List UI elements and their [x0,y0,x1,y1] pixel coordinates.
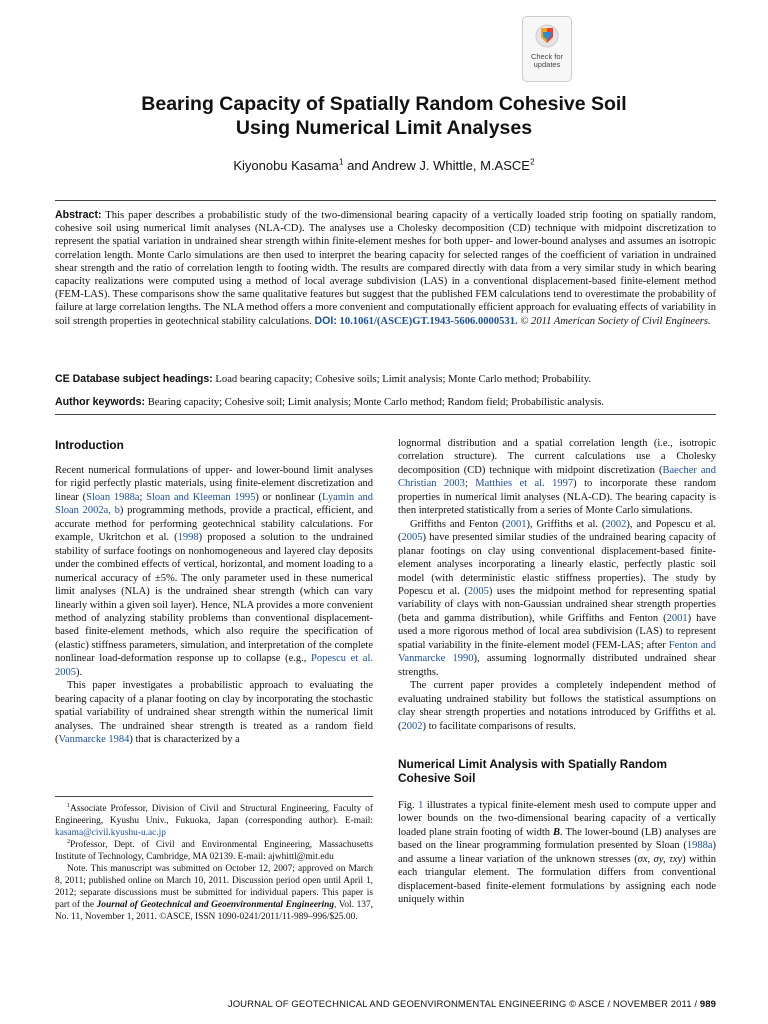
citation-link[interactable]: 2001 [666,612,688,624]
right-paragraph-1: lognormal distribution and a spatial correlation length (i.e., isotropic correlation structure). The current calculations use a Cholesky decomposition (CD) technique with midpoint discretization (Baecher and Christian 2003; Matthies et al. 1997) to incorporate these random properties in numerical limit analyses (NLA-CD). The bearing capacity is then interpreted statistically from a series of Monte Carlo simulations. [398,438,717,517]
footnotes [55,803,373,923]
footnote-1: $^1$Associate Professor, Division of Civil and Structural Engineering, Faculty of Engineering, Kyushu Univ., Fukuoka, Japan (corresponding author). E-mail: kasama@civil.kyushu-u.ac.jp [55,802,373,838]
author-1: Kiyonobu Kasama [233,158,339,173]
right-paragraph-4: Fig. 1 illustrates a typical finite-element mesh used to compute upper and lower bounds on the two-dimensional bearing capacity of a vertically loaded plane strain footing of width B. The lower-bound (LB) analyses are based on the linear programming formulation presented by Sloan (1988a) and assume a linear variation of the unknown stresses (σx, σy, τxy) within each triangular element. The formulation differs from conventional displacement-based finite-element formulations by assigning each node uniquely within [398,799,716,906]
email-link[interactable]: kasama@civil.kyushu-u.ac.jp [55,828,166,838]
abstract-label: Abstract: [55,209,102,221]
citation-link[interactable]: Vanmarcke 1984 [58,734,130,746]
keywords-label: Author keywords: [55,396,146,408]
citation-link[interactable]: Matthies et al. 1997 [475,478,574,490]
citation-link[interactable]: 2001 [505,518,527,530]
citation-link[interactable]: 1998 [177,532,199,544]
figure-link[interactable]: 1 [418,799,424,811]
badge-line-1: Check for [530,52,564,61]
crossmark-icon [534,23,560,51]
footer-journal: JOURNAL OF GEOTECHNICAL AND GEOENVIRONMENTAL ENGINEERING © ASCE / NOVEMBER 2011 / [227,999,700,1010]
heading-numerical-limit-analysis: Numerical Limit Analysis with Spatially Random Cohesive Soil [398,756,667,785]
badge-line-2: updates [533,60,561,69]
authors [40,158,728,173]
left-column [55,438,373,747]
abstract-text: This paper describes a probabilistic study of the two-dimensional bearing capacity of a vertically loaded strip footing on spatially random, cohesive soil using numerical limit analyses (NLA-CD). The analyses use a Cholesky decomposition (CD) technique with midpoint discretization to represent the spatial variation in undrained shear strength within finite-element meshes for both upper- and lower-bound analyses and assumes an isotropic correlation length. Monte Carlo simulations are then used to interpret the bearing capacity for selected ranges of the coefficient of variation in undrained shear strength and the ratio of correlation length to footing width. The results are compared directly with data from a very similar study in which bearing capacity realizations were computed using a method of local average subdivision (LAS) in a conventional displacement-based finite-element method (FEM-LAS). These comparisons show the same qualitative features but suggest that the published FEM calculations tend to overestimate the probability of failure at large correlation lengths. The NLA method offers a more convenient and computationally efficient approach for evaluating effects of variability in soil strength properties in geotechnical stability calculations. [55,210,716,327]
page-number: 989 [699,999,716,1010]
citation-link[interactable]: Sloan 1988a [86,491,140,503]
check-for-updates-badge[interactable] [522,16,572,82]
title-line-2: Using Numerical Limit Analyses [235,117,533,139]
author-2: and Andrew J. Whittle, M.ASCE [343,158,530,173]
ce-headings-text: Load bearing capacity; Cohesive soils; Limit analysis; Monte Carlo method; Probability. [212,374,592,385]
author-1-affil: 1 [338,156,344,167]
author-keywords [55,396,716,409]
citation-link[interactable]: Lyamin and Sloan 2002a, b [55,491,374,517]
heading-introduction: Introduction [55,438,124,452]
doi-link[interactable]: 10.1061/(ASCE)GT.1943-5606.0000531. [339,315,518,327]
citation-link[interactable]: Fenton and Vanmarcke 1990 [398,639,716,665]
keywords-text: Bearing capacity; Cohesive soil; Limit analysis; Monte Carlo method; Random field; Probabilistic analysis. [145,397,605,408]
copyright: © 2011 American Society of Civil Engineers. [520,315,711,327]
paper-title [40,92,728,140]
right-paragraph-2: Griffiths and Fenton (2001), Griffiths et al. (2002), and Popescu et al. (2005) have presented similar studies of the undrained bearing capacity of planar footings on clay using conventional displacement-based finite-element analyses incorporating a linearly elastic, perfectly plastic soil model (with deterministic elastic stiffness properties). The study by Popescu et al. (2005) uses the midpoint method for representing spatial variability of clays with non-Gaussian undrained shear strength properties (beta and gamma distribution), while Griffiths and Fenton (2001) have used a more rigorous method of local area subdivision (LAS) to represent spatial variability in the finite-element model (FEM-LAS; after Fenton and Vanmarcke 1990), assuming lognormally distributed undrained shear strengths. [398,518,717,678]
citation-link[interactable]: 2005 [467,585,489,597]
citation-link[interactable]: Baecher and Christian 2003 [398,464,716,490]
doi-label: DOI: [314,314,337,327]
title-line-1: Bearing Capacity of Spatially Random Cohesive Soil [141,93,627,115]
page-footer [228,999,716,1010]
citation-link[interactable]: 1988a [686,840,713,852]
intro-paragraph-2: This paper investigates a probabilistic approach to evaluating the bearing capacity of a planar footing on clay by incorporating the stochastic spatial variability of undrained shear strength within the numerical limit analyses. The undrained shear strength is treated as a random field (Vanmarcke 1984) that is characterized by a [55,680,373,746]
abstract [55,209,716,328]
citation-link[interactable]: 2002 [605,518,627,530]
manuscript-note: Note. This manuscript was submitted on October 12, 2007; approved on March 8, 2011; published online on March 10, 2011. Discussion period open until April 1, 2012; separate discussions must be submitted for individual papers. This paper is part of the Journal of Geotechnical and Geoenvironmental Engineering, Vol. 137, No. 11, November 1, 2011. ©ASCE, ISSN 1090-0241/2011/11-989–996/$25.00. [55,864,373,922]
right-column [398,437,716,907]
citation-link[interactable]: Sloan and Kleeman 1995 [146,491,256,503]
citation-link[interactable]: Popescu et al. 2005 [55,653,374,678]
ce-headings-label: CE Database subject headings: [55,373,213,385]
footnote-divider [55,796,373,797]
bottom-divider [55,414,716,415]
top-divider [55,200,716,201]
intro-paragraph-1: Recent numerical formulations of upper- and lower-bound limit analyses for rigid perfectly plastic materials, using finite-element discretization and linear (Sloan 1988a; Sloan and Kleeman 1995) or nonlinear (Lyamin and Sloan 2002a, b) programming methods, provide a practical, efficient, and accurate method for performing geotechnical stability calculations. For example, Ukritchon et al. (1998) proposed a solution to the undrained stability of surface footings on nonhomogeneous and layered clay deposits under the combined effects of vertical, horizontal, and moment loading to a numerical accuracy of ±5%. The only parameter used in these numerical limit analyses (NLA) is the undrained shear strength (which can vary linearly within a given soil layer). Hence, NLA provides a more convenient method of analyzing stability problems than conventional displacement-based finite-element methods, which also require the specification of (elastic) stiffness parameters, simulation, and interpretation of the complete nonlinear load-deformation response up to collapse (e.g., Popescu et al. 2005). [55,465,374,678]
footnote-2: $^2$Professor, Dept. of Civil and Environmental Engineering, Massachusetts Institute of Technology, Cambridge, MA 02139. E-mail: ajwhittl@mit.edu [55,838,373,862]
citation-link[interactable]: 2005 [401,532,423,544]
right-paragraph-3: The current paper provides a completely independent method of evaluating undrained stability but follows the statistical assumptions on clay shear strength properties and notations introduced by Griffiths et al. (2002) to facilitate comparisons of results. [398,680,716,732]
citation-link[interactable]: 2002 [401,720,423,732]
author-2-affil: 2 [529,156,535,167]
ce-subject-headings [55,373,716,386]
